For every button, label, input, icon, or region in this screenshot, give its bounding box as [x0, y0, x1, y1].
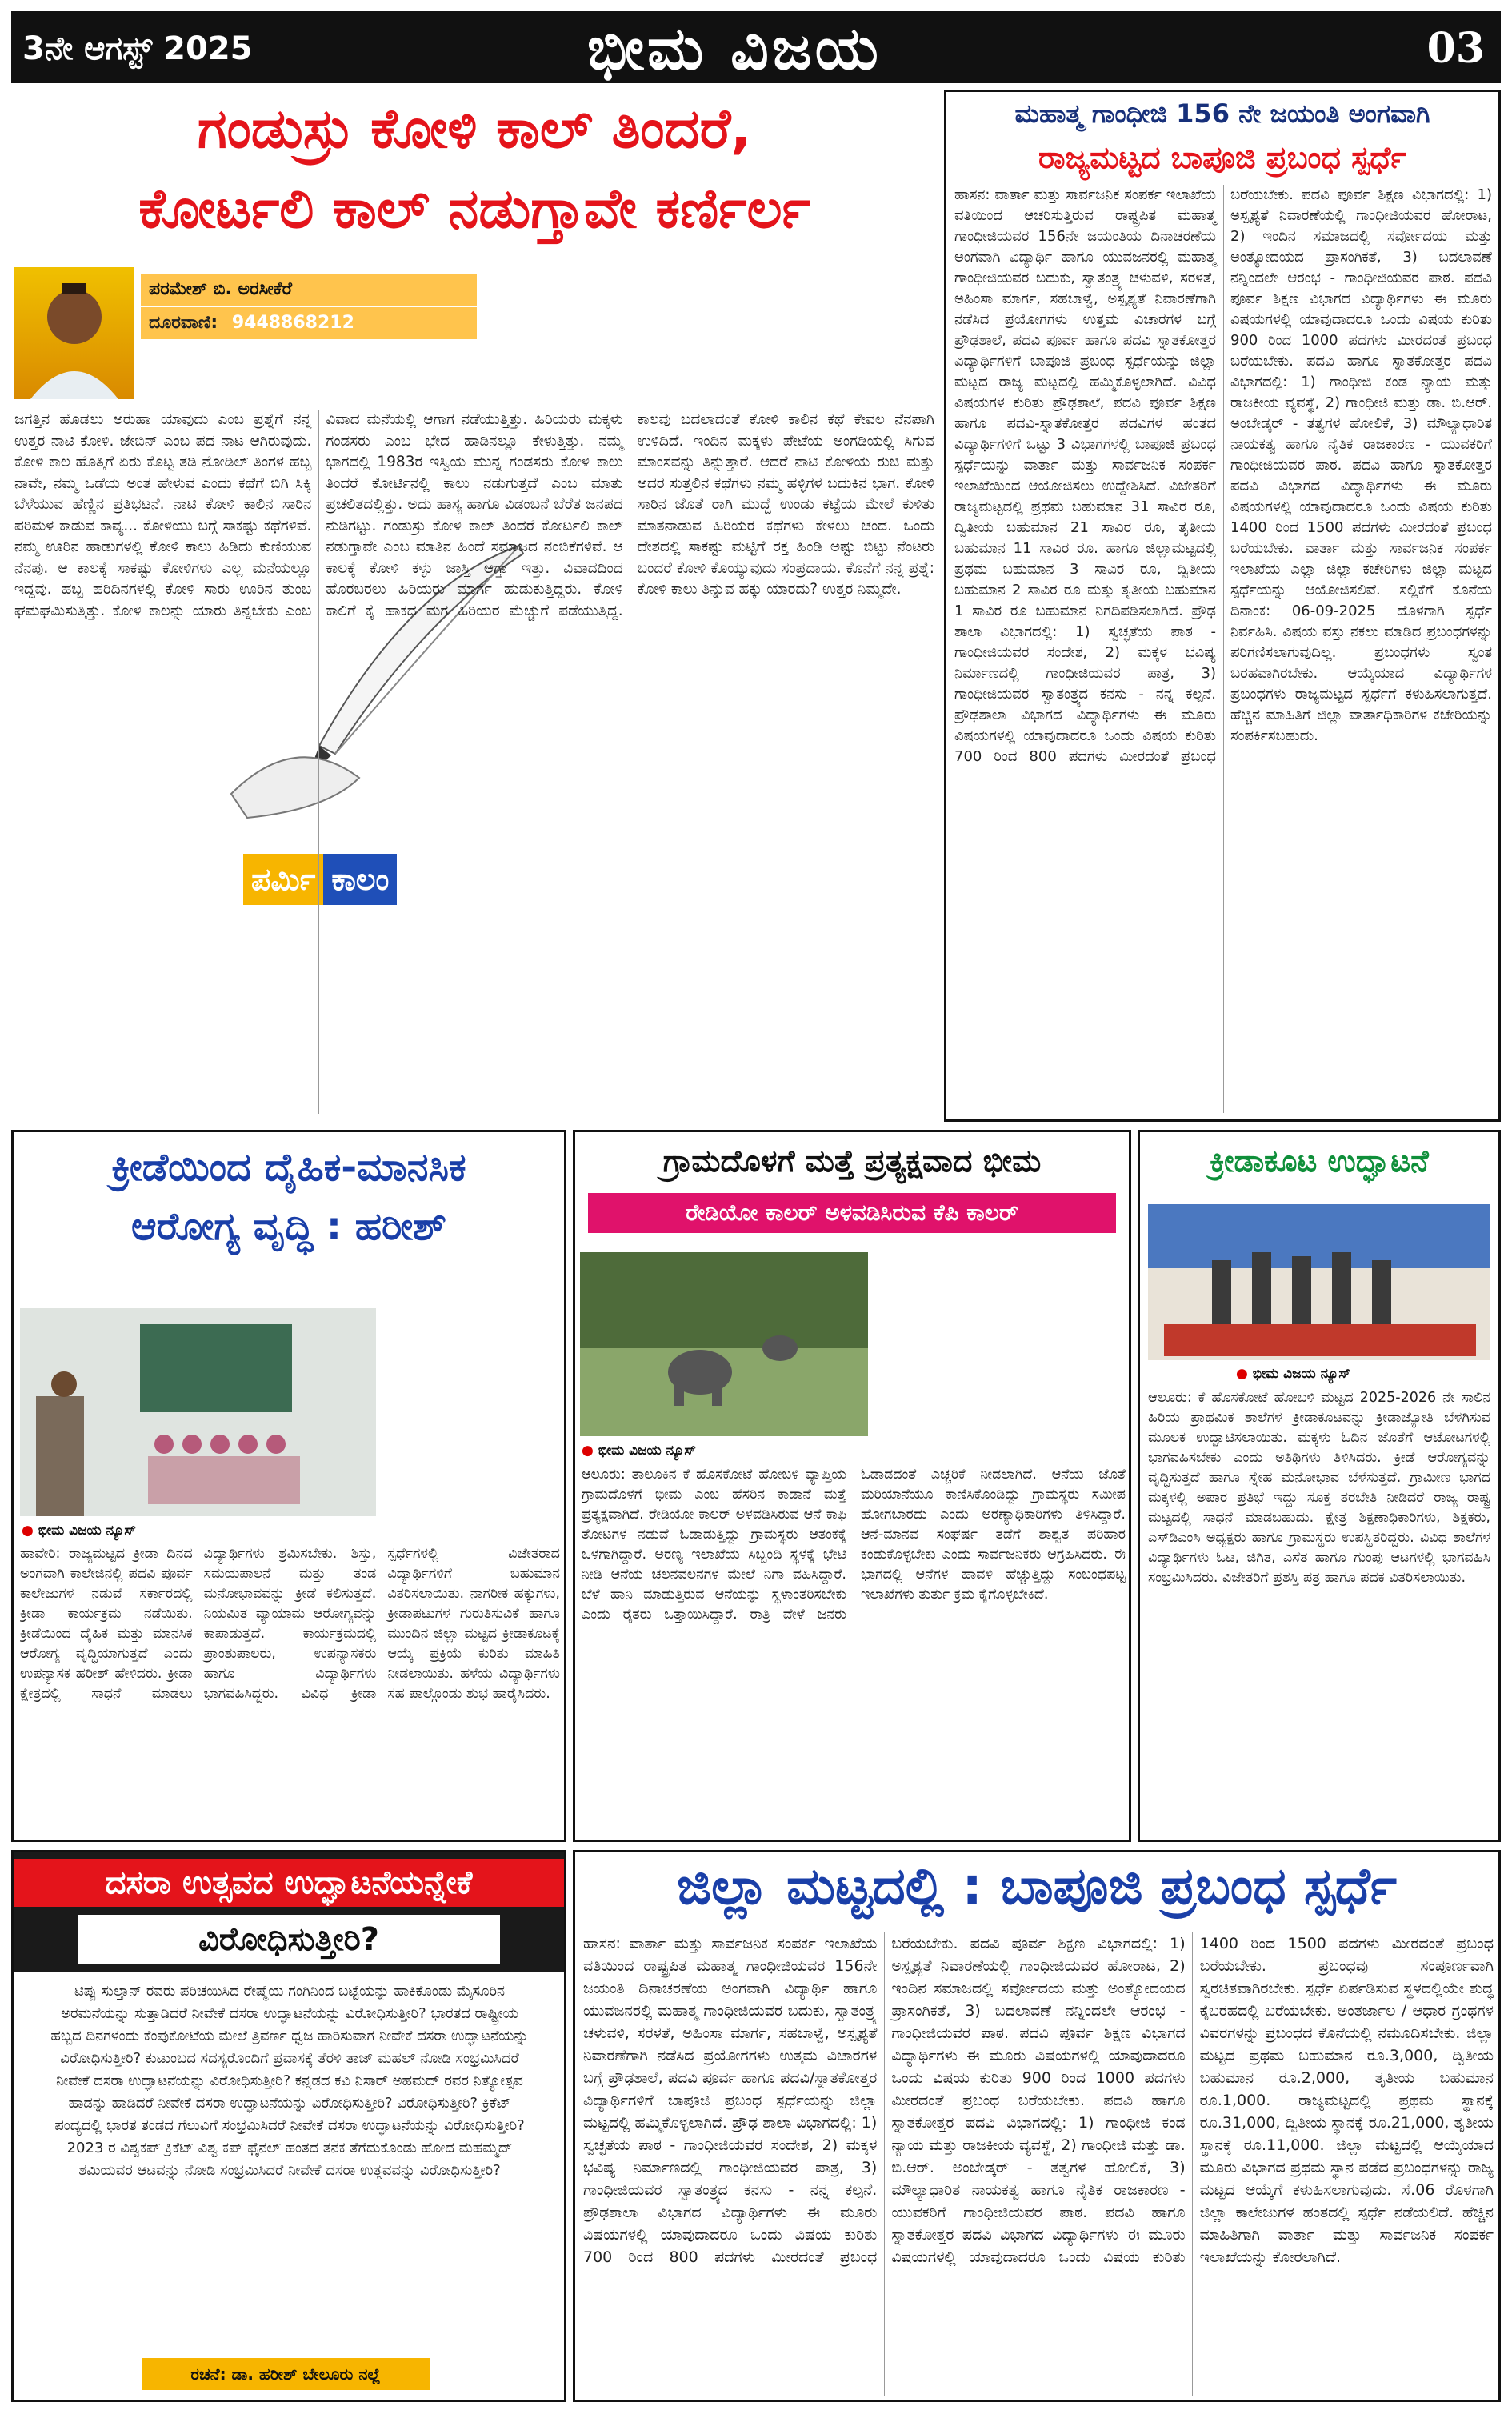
story6-byline: ರಚನೆ: ಡಾ. ಹರೀಶ್ ಬೇಲೂರು ನಲ್ಲೆ: [142, 2358, 430, 2390]
story6-headline-line1: ದಸರಾ ಉತ್ಸವದ ಉದ್ಘಾಟನೆಯನ್ನೇಕೆ: [14, 1859, 564, 1907]
story7-body: ಹಾಸನ: ವಾರ್ತಾ ಮತ್ತು ಸಾರ್ವಜನಿಕ ಸಂಪರ್ಕ ಇಲಾಖೆಯ ವತಿಯಿಂದ ರಾಷ್ಟ್ರಪಿತ ಮಹಾತ್ಮ ಗಾಂಧೀಜಿಯವರ 156ನೇ ಜಯಂತಿ ದಿನಾಚರಣೆಯ ಅಂಗವಾಗಿ ವಿದ್ಯಾರ್ಥಿ ಹಾಗೂ ಯುವಜನರಲ್ಲಿ ಮಹಾತ್ಮ ಗಾಂಧೀಜಿಯವರ ಬದುಕು, ಸ್ವಾತಂತ್ರ್ಯ ಚಳುವಳಿ, ಸರಳತೆ, ಅಹಿಂಸಾ ಮಾರ್ಗ, ಸಹಬಾಳ್ವೆ, ಅಸ್ಪೃಶ್ಯತೆ ನಿವಾರಣೆಗಾಗಿ ನಡೆಸಿದ ಪ್ರಯೋಗಗಳು ಉತ್ತಮ ವಿಚಾರಗಳ ಬಗ್ಗೆ ಪ್ರೌಢಶಾಲೆ, ಪದವಿ ಪೂರ್ವ ಹಾಗೂ ಪದವಿ/ಸ್ನಾತಕೋತ್ತರ ವಿದ್ಯಾರ್ಥಿಗಳಿಗೆ ಬಾಪೂಜಿ ಪ್ರಬಂಧ ಸ್ಪರ್ಧೆಯನ್ನು ಜಿಲ್ಲಾ ಮಟ್ಟದಲ್ಲಿ ಹಮ್ಮಿಕೊಳ್ಳಲಾಗಿದೆ. ಪ್ರೌಢ ಶಾಲಾ ವಿಭಾಗದಲ್ಲಿ: 1) ಸ್ವಚ್ಛತೆಯ ಪಾಠ - ಗಾಂಧೀಜಿಯವರ ಸಂದೇಶ, 2) ಮಕ್ಕಳ ಭವಿಷ್ಯ ನಿರ್ಮಾಣದಲ್ಲಿ ಗಾಂಧೀಜಿಯವರ ಪಾತ್ರ, 3) ಗಾಂಧೀಜಿಯವರ ಸ್ವಾತಂತ್ರ್ಯದ ಕನಸು - ನನ್ನ ಕಲ್ಪನೆ. ಪ್ರೌಢಶಾಲಾ ವಿಭಾಗದ ವಿದ್ಯಾರ್ಥಿಗಳು ಈ ಮೂರು ವಿಷಯಗಳಲ್ಲಿ ಯಾವುದಾದರೂ ಒಂದು ವಿಷಯ ಕುರಿತು 700 ರಿಂದ 800 ಪದಗಳು ಮೀರದಂತೆ ಪ್ರಬಂಧ ಬರೆಯಬೇಕು. ಪದವಿ ಪೂರ್ವ ಶಿಕ್ಷಣ ವಿಭಾಗದಲ್ಲಿ: 1) ಅಸ್ಪೃಶ್ಯತೆ ನಿವಾರಣೆಯಲ್ಲಿ ಗಾಂಧೀಜಿಯವರ ಹೋರಾಟ, 2) ಇಂದಿನ ಸಮಾಜದಲ್ಲಿ ಸರ್ವೋದಯ ಮತ್ತು ಅಂತ್ಯೋದಯದ ಪ್ರಾಸಂಗಿಕತೆ, 3) ಬದಲಾವಣೆ ನನ್ನಿಂದಲೇ ಆರಂಭ - ಗಾಂಧೀಜಿಯವರ ಪಾಠ. ಪದವಿ ಪೂರ್ವ ಶಿಕ್ಷಣ ವಿಭಾಗದ ವಿದ್ಯಾರ್ಥಿಗಳು ಈ ಮೂರು ವಿಷಯಗಳಲ್ಲಿ ಯಾವುದಾದರೂ ಒಂದು ವಿಷಯ ಕುರಿತು 900 ರಿಂದ 1000 ಪದಗಳು ಮೀರದಂತೆ ಪ್ರಬಂಧ ಬರೆಯಬೇಕು. ಪದವಿ ಹಾಗೂ ಸ್ನಾತಕೋತ್ತರ ಪದವಿ ವಿಭಾಗದಲ್ಲಿ: 1) ಗಾಂಧೀಜಿ ಕಂಡ ನ್ಯಾಯ ಮತ್ತು ರಾಜಕೀಯ ವ್ಯವಸ್ಥೆ, 2) ಗಾಂಧೀಜಿ ಮತ್ತು ಡಾ. ಬಿ.ಆರ್. ಅಂಬೇಡ್ಕರ್ - ತತ್ವಗಳ ಹೋಲಿಕೆ, 3) ಮೌಲ್ಯಾಧಾರಿತ ನಾಯಕತ್ವ ಹಾಗೂ ನೈತಿಕ ರಾಜಕಾರಣ - ಯುವಕರಿಗೆ ಗಾಂಧೀಜಿಯವರ ಪಾಠ. ಪದವಿ ಹಾಗೂ ಸ್ನಾತಕೋತ್ತರ ಪದವಿ ವಿಭಾಗದ ವಿದ್ಯಾರ್ಥಿಗಳು ಈ ಮೂರು ವಿಷಯಗಳಲ್ಲಿ ಯಾವುದಾದರೂ ಒಂದು ವಿಷಯ ಕುರಿತು 1400 ರಿಂದ 1500 ಪದಗಳು ಮೀರದಂತೆ ಪ್ರಬಂಧ ಬರೆಯಬೇಕು. ಪ್ರಬಂಧವು ಸಂಪೂರ್ಣವಾಗಿ ಸ್ವರಚಿತವಾಗಿರಬೇಕು. ಸ್ಪರ್ಧೆ ಏರ್ಪಡಿಸುವ ಸ್ಥಳದಲ್ಲಿಯೇ ಶುದ್ಧ ಕೈಬರಹದಲ್ಲಿ ಬರೆಯಬೇಕು. ಅಂತರ್ಜಾಲ / ಆಧಾರ ಗ್ರಂಥಗಳ ವಿವರಗಳನ್ನು ಪ್ರಬಂಧದ ಕೊನೆಯಲ್ಲಿ ನಮೂದಿಸಬೇಕು. ಜಿಲ್ಲಾ ಮಟ್ಟದ ಪ್ರಥಮ ಬಹುಮಾನ ರೂ.3,000, ದ್ವಿತೀಯ ಬಹುಮಾನ ರೂ.2,000, ತೃತೀಯ ಬಹುಮಾನ ರೂ.1,000. ರಾಜ್ಯಮಟ್ಟದಲ್ಲಿ ಪ್ರಥಮ ಸ್ಥಾನಕ್ಕೆ ರೂ.31,000, ದ್ವಿತೀಯ ಸ್ಥಾನಕ್ಕೆ ರೂ.21,000, ತೃತೀಯ ಸ್ಥಾನಕ್ಕೆ ರೂ.11,000. ಜಿಲ್ಲಾ ಮಟ್ಟದಲ್ಲಿ ಆಯ್ಕೆಯಾದ ಮೂರು ವಿಭಾಗದ ಪ್ರಥಮ ಸ್ಥಾನ ಪಡೆದ ಪ್ರಬಂಧಗಳನ್ನು ರಾಜ್ಯ ಮಟ್ಟದ ಆಯ್ಕೆಗೆ ಕಳುಹಿಸಲಾಗುವುದು. ಸೆ.06 ರೊಳಗಾಗಿ ಜಿಲ್ಲಾ ಕಾಲೇಜುಗಳ ಹಂತದಲ್ಲಿ ಸ್ಪರ್ಧೆ ನಡೆಯಲಿದೆ. ಹೆಚ್ಚಿನ ಮಾಹಿತಿಗಾಗಿ ವಾರ್ತಾ ಮತ್ತು ಸಾರ್ವಜನಿಕ ಸಂಪರ್ಕ ಇಲಾಖೆಯನ್ನು ಕೋರಲಾಗಿದೆ.: [583, 1935, 1494, 2266]
story-gandhi-essay: [944, 90, 1501, 1122]
author-name-bar: [141, 274, 477, 306]
story1-headline-line2: ಕೋರ್ಟಲಿ ಕಾಲ್ ನಡುಗ್ತಾವೇ ಕರ್ಣಿರ್ಲ: [138, 178, 810, 241]
story4-photo-caption: ● ಭೀಮ ವಿಜಯ ನ್ಯೂಸ್: [582, 1443, 696, 1459]
story-sports-meet: [1138, 1130, 1501, 1842]
newspaper-logo: ಭೀಮ ವಿಜಯ: [587, 14, 882, 83]
story4-body: ಆಲೂರು: ತಾಲೂಕಿನ ಕೆ ಹೊಸಕೋಟೆ ಹೋಬಳಿ ವ್ಯಾಪ್ತಿಯ ಗ್ರಾಮದೊಳಗೆ ಭೀಮ ಎಂಬ ಹೆಸರಿನ ಕಾಡಾನೆ ಮತ್ತೆ ಪ್ರತ್ಯಕ್ಷವಾಗಿದೆ. ರೇಡಿಯೋ ಕಾಲರ್ ಅಳವಡಿಸಿರುವ ಆನೆ ಕಾಫಿ ತೋಟಗಳ ನಡುವೆ ಓಡಾಡುತ್ತಿದ್ದು ಗ್ರಾಮಸ್ಥರು ಆತಂಕಕ್ಕೆ ಒಳಗಾಗಿದ್ದಾರೆ. ಅರಣ್ಯ ಇಲಾಖೆಯ ಸಿಬ್ಬಂದಿ ಸ್ಥಳಕ್ಕೆ ಭೇಟಿ ನೀಡಿ ಆನೆಯ ಚಲನವಲನಗಳ ಮೇಲೆ ನಿಗಾ ವಹಿಸಿದ್ದಾರೆ. ಬೆಳೆ ಹಾನಿ ಮಾಡುತ್ತಿರುವ ಆನೆಯನ್ನು ಸ್ಥಳಾಂತರಿಸಬೇಕು ಎಂದು ರೈತರು ಒತ್ತಾಯಿಸಿದ್ದಾರೆ. ರಾತ್ರಿ ವೇಳೆ ಜನರು ಓಡಾಡದಂತೆ ಎಚ್ಚರಿಕೆ ನೀಡಲಾಗಿದೆ. ಆನೆಯ ಜೊತೆ ಮರಿಯಾನೆಯೂ ಕಾಣಿಸಿಕೊಂಡಿದ್ದು ಗ್ರಾಮಸ್ಥರು ಸಮೀಪ ಹೋಗಬಾರದು ಎಂದು ಅರಣ್ಯಾಧಿಕಾರಿಗಳು ತಿಳಿಸಿದ್ದಾರೆ. ಆನೆ-ಮಾನವ ಸಂಘರ್ಷ ತಡೆಗೆ ಶಾಶ್ವತ ಪರಿಹಾರ ಕಂಡುಕೊಳ್ಳಬೇಕು ಎಂದು ಸಾರ್ವಜನಿಕರು ಆಗ್ರಹಿಸಿದರು. ಈ ಭಾಗದಲ್ಲಿ ಆನೆಗಳ ಹಾವಳಿ ಹೆಚ್ಚುತ್ತಿದ್ದು ಸಂಬಂಧಪಟ್ಟ ಇಲಾಖೆಗಳು ತುರ್ತು ಕ್ರಮ ಕೈಗೊಳ್ಳಬೇಕಿದೆ.: [582, 1467, 1126, 1623]
story5-headline: ಕ್ರೀಡಾಕೂಟ ಉದ್ಘಾಟನೆ: [1210, 1143, 1429, 1179]
story3-body-left: ಹಾವೇರಿ: ರಾಜ್ಯಮಟ್ಟದ ಕ್ರೀಡಾ ದಿನದ ಅಂಗವಾಗಿ ಕಾಲೇಜಿನಲ್ಲಿ ಪದವಿ ಪೂರ್ವ ಕಾಲೇಜುಗಳ ನಡುವೆ ಸರ್ಕಾರದಲ್ಲಿ ಕ್ರೀಡಾ ಕಾರ್ಯಕ್ರಮ ನಡೆಯಿತು. ಕ್ರೀಡೆಯಿಂದ ದೈಹಿಕ ಮತ್ತು ಮಾನಸಿಕ ಆರೋಗ್ಯ ವೃದ್ಧಿಯಾಗುತ್ತದೆ ಎಂದು ಉಪನ್ಯಾಸಕ ಹರೀಶ್ ಹೇಳಿದರು. ಕ್ರೀಡಾ ಕ್ಷೇತ್ರದಲ್ಲಿ ಸಾಧನೆ ಮಾಡಲು ವಿದ್ಯಾರ್ಥಿಗಳು ಶ್ರಮಿಸಬೇಕು. ಶಿಸ್ತು, ಸಮಯಪಾಲನೆ ಮತ್ತು ತಂಡ ಮನೋಭಾವವನ್ನು ಕ್ರೀಡೆ ಕಲಿಸುತ್ತದೆ. ನಿಯಮಿತ ವ್ಯಾಯಾಮ ಆರೋಗ್ಯವನ್ನು ಕಾಪಾಡುತ್ತದೆ. ಕಾರ್ಯಕ್ರಮದಲ್ಲಿ ಪ್ರಾಂಶುಪಾಲರು, ಉಪನ್ಯಾಸಕರು ಹಾಗೂ ವಿದ್ಯಾರ್ಥಿಗಳು ಭಾಗವಹಿಸಿದ್ದರು. ವಿವಿಧ ಕ್ರೀಡಾ ಸ್ಪರ್ಧೆಗಳಲ್ಲಿ ವಿಜೇತರಾದ ವಿದ್ಯಾರ್ಥಿಗಳಿಗೆ ಬಹುಮಾನ ವಿತರಿಸಲಾಯಿತು. ನಾಗರೀಕ ಹಕ್ಕುಗಳು, ಕ್ರೀಡಾಪಟುಗಳ ಗುರುತಿಸುವಿಕೆ ಹಾಗೂ ಮುಂದಿನ ಜಿಲ್ಲಾ ಮಟ್ಟದ ಕ್ರೀಡಾಕೂಟಕ್ಕೆ ಆಯ್ಕೆ ಪ್ರಕ್ರಿಯೆ ಕುರಿತು ಮಾಹಿತಿ ನೀಡಲಾಯಿತು. ಹಳೆಯ ವಿದ್ಯಾರ್ಥಿಗಳು ಸಹ ಪಾಲ್ಗೊಂಡು ಶುಭ ಹಾರೈಸಿದರು.: [20, 1546, 560, 1702]
author-phone-bar: [141, 307, 477, 339]
masthead: [11, 11, 1501, 83]
story2-headline-line2: ರಾಜ್ಯಮಟ್ಟದ ಬಾಪೂಜಿ ಪ್ರಬಂಧ ಸ್ಪರ್ಧೆ: [1038, 140, 1407, 175]
story-dasara: [11, 1850, 566, 2402]
story2-headline-line1: ಮಹಾತ್ಮ ಗಾಂಧೀಜಿ 156 ನೇ ಜಯಂತಿ ಅಂಗವಾಗಿ: [1014, 98, 1430, 129]
story-elephant: [573, 1130, 1131, 1842]
story3-headline-line2: ಆರೋಗ್ಯ ವೃದ್ಧಿ : ಹರೀಶ್: [130, 1204, 447, 1249]
story4-subheadline: ರೇಡಿಯೋ ಕಾಲರ್ ಅಳವಡಿಸಿರುವ ಕೆಪಿ ಕಾಲರ್: [588, 1193, 1116, 1233]
author-photo: [14, 267, 134, 399]
elephant-photo: [580, 1252, 868, 1436]
phone-number: 9448868212: [231, 313, 354, 333]
story7-headline: ಜಿಲ್ಲಾ ಮಟ್ಟದಲ್ಲಿ : ಬಾಪೂಜಿ ಪ್ರಬಂಧ ಸ್ಪರ್ಧೆ: [677, 1857, 1397, 1916]
sports-meet-photo: [1148, 1204, 1490, 1360]
story3-headline-line1: ಕ್ರೀಡೆಯಿಂದ ದೈಹಿಕ-ಮಾನಸಿಕ: [111, 1145, 466, 1190]
column-badge-part-b: ಕಾಲಂ: [323, 854, 397, 905]
sports-event-photo: [20, 1308, 376, 1516]
story1-headline-line1: ಗಂಡುಸ್ರು ಕೋಳಿ ಕಾಲ್ ತಿಂದರೆ,: [197, 98, 752, 161]
issue-date: 3ನೇ ಆಗಸ್ಟ್ 2025: [22, 30, 253, 67]
story3-photo-caption: ● ಭೀಮ ವಿಜಯ ನ್ಯೂಸ್: [22, 1523, 136, 1539]
story-district-essay: [573, 1850, 1501, 2402]
story1-body: ಜಗತ್ತಿನ ಹೊಡಲು ಅರುಹಾ ಯಾವುದು ಎಂಬ ಪ್ರಶ್ನೆಗೆ ನನ್ನ ಉತ್ತರ ನಾಟಿ ಕೋಳಿ. ಜೇಬಿನ್ ಎಂಬ ಪದ ನಾಟ ಆಗಿರುವುದು. ಕೋಳಿ ಕಾಲ ಹೊತ್ತಿಗೆ ಏರು ಕೊಟ್ಟ ತಡಿ ನೋಡಿಲ್ ತಿಂಗಳ ಹಬ್ಬ ನಾವೇ, ನಮ್ಮ ಒಡೆಯ ಅಂತ ಹೇಳುವ ಎಂದು ಕಥೆಗೆ ಬಿಗಿ ಸಿಕ್ಕಿ ಬೆಳೆಯುವ ಹೆಣ್ಣಿನ ಪ್ರತಿಭಟನೆ. ನಾಟಿ ಕೋಳಿ ಕಾಲಿನ ಸಾರಿನ ಪರಿಮಳ ಕಾಡುವ ಕಾವ್ಯ... ಕೋಳಿಯು ಬಗ್ಗೆ ಸಾಕಷ್ಟು ಕಥೆಗಳಿವೆ. ನಮ್ಮ ಊರಿನ ಹಾಡುಗಳಲ್ಲಿ ಕೋಳಿ ಕಾಲು ಹಿಡಿದು ಕುಣಿಯುವ ನೆನಪು. ಆ ಕಾಲಕ್ಕೆ ಸಾಕಷ್ಟು ಕೋಳಿಗಳು ಎಲ್ಲ ಮನೆಯಲ್ಲೂ ಇದ್ದವು. ಹಬ್ಬ ಹರಿದಿನಗಳಲ್ಲಿ ಕೋಳಿ ಸಾರು ಊರಿನ ತುಂಬ ಘಮಘಮಿಸುತ್ತಿತ್ತು. ಕೋಳಿ ಕಾಲನ್ನು ಯಾರು ತಿನ್ನಬೇಕು ಎಂಬ ವಿವಾದ ಮನೆಯಲ್ಲಿ ಆಗಾಗ ನಡೆಯುತ್ತಿತ್ತು. ಹಿರಿಯರು ಮಕ್ಕಳು ಗಂಡಸರು ಎಂಬ ಭೇದ ಹಾಡಿನಲ್ಲೂ ಕೇಳುತ್ತಿತ್ತು. ನಮ್ಮ ಭಾಗದಲ್ಲಿ 1983ರ ಇಸ್ವಿಯ ಮುನ್ನ ಗಂಡಸರು ಕೋಳಿ ಕಾಲು ತಿಂದರೆ ಕೋರ್ಟಿನಲ್ಲಿ ಕಾಲು ನಡುಗುತ್ತದೆ ಎಂಬ ಮಾತು ಪ್ರಚಲಿತದಲ್ಲಿತ್ತು. ಅದು ಹಾಸ್ಯ ಹಾಗೂ ವಿಡಂಬನೆ ಬೆರೆತ ಜನಪದ ನುಡಿಗಟ್ಟು. ಗಂಡುಸ್ರು ಕೋಳಿ ಕಾಲ್ ತಿಂದರೆ ಕೋರ್ಟಲಿ ಕಾಲ್ ನಡುಗ್ತಾವೇ ಎಂಬ ಮಾತಿನ ಹಿಂದೆ ಸಮಾಜದ ನಂಬಿಕೆಗಳಿವೆ. ಆ ಕಾಲಕ್ಕೆ ಕೋಳಿ ಕಳ್ಳು ಜಾಸ್ತಿ ಆಗ್ತಾ ಇತ್ತು. ವಿವಾದದಿಂದ ಹೊರಬರಲು ಹಿರಿಯರು ಮಾರ್ಗ ಹುಡುಕುತ್ತಿದ್ದರು. ಕೋಳಿ ಕಾಲಿಗೆ ಕೈ ಹಾಕದ ಮಗ ಹಿರಿಯರ ಮೆಚ್ಚುಗೆ ಪಡೆಯುತ್ತಿದ್ದ. ಕಾಲವು ಬದಲಾದಂತೆ ಕೋಳಿ ಕಾಲಿನ ಕಥೆ ಕೇವಲ ನೆನಪಾಗಿ ಉಳಿದಿದೆ. ಇಂದಿನ ಮಕ್ಕಳು ಪೇಟೆಯ ಅಂಗಡಿಯಲ್ಲಿ ಸಿಗುವ ಮಾಂಸವನ್ನು ತಿನ್ನುತ್ತಾರೆ. ಆದರೆ ನಾಟಿ ಕೋಳಿಯ ರುಚಿ ಮತ್ತು ಅದರ ಸುತ್ತಲಿನ ಕಥೆಗಳು ನಮ್ಮ ಹಳ್ಳಿಗಳ ಬದುಕಿನ ಭಾಗ. ಕೋಳಿ ಸಾರಿನ ಜೊತೆ ರಾಗಿ ಮುದ್ದೆ ಉಂಡು ಕಟ್ಟೆಯ ಮೇಲೆ ಕುಳಿತು ಮಾತನಾಡುವ ಹಿರಿಯರ ಕಥೆಗಳು ಕೇಳಲು ಚಂದ. ಒಂದು ದೇಶದಲ್ಲಿ ಸಾಕಷ್ಟು ಮಟ್ಟಿಗೆ ರಕ್ತ ಹಿಂಡಿ ಅಷ್ಟು ಬಿಟ್ಟು ನೆಂಟರು ಬಂದರೆ ಕೋಳಿ ಕೊಯ್ಯುವುದು ಸಂಪ್ರದಾಯ. ಕೊನೆಗೆ ನನ್ನ ಪ್ರಶ್ನೆ: ಕೋಳಿ ಕಾಲು ತಿನ್ನುವ ಹಕ್ಕು ಯಾರದು? ಉತ್ತರ ನಿಮ್ಮದೇ.: [14, 411, 934, 619]
story-sports-health: [11, 1130, 566, 1842]
story6-headline-line2: ವಿರೋಧಿಸುತ್ತೀರಿ?: [78, 1915, 500, 1964]
story-column-article: [11, 90, 938, 1122]
story5-photo-caption: ● ಭೀಮ ವಿಜಯ ನ್ಯೂಸ್: [1236, 1366, 1350, 1382]
page-number: 03: [1426, 24, 1485, 73]
column-badge-part-a: ಪರ್ಮಿ: [243, 854, 323, 905]
story6-body: ಟಿಪ್ಪು ಸುಲ್ತಾನ್ ರವರು ಪರಿಚಯಿಸಿದ ರೇಷ್ಮೆಯ ಗಂಗಿನಿಂದ ಬಟ್ಟೆಯನ್ನು ಹಾಕಿಕೊಂಡು ಮೈಸೂರಿನ ಅರಮನೆಯನ್ನು ಸುತ್ತಾಡಿದರೆ ನೀವೇಕೆ ದಸರಾ ಉದ್ಘಾಟನೆಯನ್ನು ವಿರೋಧಿಸುತ್ತೀರಿ? ಭಾರತದ ರಾಷ್ಟ್ರೀಯ ಹಬ್ಬದ ದಿನಗಳಂದು ಕೆಂಪುಕೋಟೆಯ ಮೇಲೆ ತ್ರಿವರ್ಣ ಧ್ವಜ ಹಾರಿಸುವಾಗ ನೀವೇಕೆ ದಸರಾ ಉದ್ಘಾಟನೆಯನ್ನು ವಿರೋಧಿಸುತ್ತೀರಿ? ಕುಟುಂಬದ ಸದಸ್ಯರೊಂದಿಗೆ ಪ್ರವಾಸಕ್ಕೆ ತೆರಳಿ ತಾಜ್ ಮಹಲ್ ನೋಡಿ ಸಂಭ್ರಮಿಸಿದರೆ ನೀವೇಕೆ ದಸರಾ ಉದ್ಘಾಟನೆಯನ್ನು ವಿರೋಧಿಸುತ್ತೀರಿ? ಕನ್ನಡದ ಕವಿ ನಿಸಾರ್ ಅಹಮದ್ ರವರ ನಿತ್ಯೋತ್ಸವ ಹಾಡನ್ನು ಹಾಡಿದರೆ ನೀವೇಕೆ ದಸರಾ ಉದ್ಘಾಟನೆಯನ್ನು ವಿರೋಧಿಸುತ್ತೀರಿ? ವಿರೋಧಿಸುತ್ತೀರಿ? ಕ್ರಿಕೆಟ್ ಪಂದ್ಯದಲ್ಲಿ ಭಾರತ ತಂಡದ ಗೆಲುವಿಗೆ ಸಂಭ್ರಮಿಸಿದರೆ ನೀವೇಕೆ ದಸರಾ ಉದ್ಘಾಟನೆಯನ್ನು ವಿರೋಧಿಸುತ್ತೀರಿ? 2023 ರ ವಿಶ್ವಕಪ್ ಕ್ರಿಕೆಟ್ ವಿಶ್ವ ಕಪ್ ಫೈನಲ್ ಹಂತದ ತನಕ ತೆಗೆದುಕೊಂಡು ಹೋದ ಮಹಮ್ಮದ್ ಶಮಿಯವರ ಆಟವನ್ನು ನೋಡಿ ಸಂಭ್ರಮಿಸಿದರೆ ನೀವೇಕೆ ದಸರಾ ಉತ್ಸವವನ್ನು ವಿರೋಧಿಸುತ್ತೀರಿ?: [50, 1983, 529, 2179]
story2-body: ಹಾಸನ: ವಾರ್ತಾ ಮತ್ತು ಸಾರ್ವಜನಿಕ ಸಂಪರ್ಕ ಇಲಾಖೆಯ ವತಿಯಿಂದ ಆಚರಿಸುತ್ತಿರುವ ರಾಷ್ಟ್ರಪಿತ ಮಹಾತ್ಮ ಗಾಂಧೀಜಿಯವರ 156ನೇ ಜಯಂತಿಯ ದಿನಾಚರಣೆಯ ಅಂಗವಾಗಿ ವಿದ್ಯಾರ್ಥಿ ಹಾಗೂ ಯುವಜನರಲ್ಲಿ ಮಹಾತ್ಮ ಗಾಂಧೀಜಿಯವರ ಬದುಕು, ಸ್ವಾತಂತ್ರ್ಯ ಚಳುವಳಿ, ಸರಳತೆ, ಅಹಿಂಸಾ ಮಾರ್ಗ, ಸಹಬಾಳ್ವೆ, ಅಸ್ಪೃಶ್ಯತೆ ನಿವಾರಣೆಗಾಗಿ ನಡೆಸಿದ ಪ್ರಯೋಗಗಳು ಉತ್ತಮ ವಿಚಾರಗಳ ಬಗ್ಗೆ ಪ್ರೌಢಶಾಲೆ, ಪದವಿ ಪೂರ್ವ ಹಾಗೂ ಪದವಿ ಸ್ನಾತಕೋತ್ತರ ವಿದ್ಯಾರ್ಥಿಗಳಿಗೆ ಬಾಪೂಜಿ ಪ್ರಬಂಧ ಸ್ಪರ್ಧೆಯನ್ನು ಜಿಲ್ಲಾ ಮಟ್ಟದ ರಾಜ್ಯ ಮಟ್ಟದಲ್ಲಿ ಹಮ್ಮಿಕೊಳ್ಳಲಾಗಿದೆ. ವಿವಿಧ ವಿಷಯಗಳ ಕುರಿತು ಪ್ರೌಢಶಾಲೆ, ಪದವಿ ಪೂರ್ವ ಶಿಕ್ಷಣ ಹಾಗೂ ಪದವಿ-ಸ್ನಾತಕೋತ್ತರ ಪದವಿಗಳ ಹಂತದ ವಿದ್ಯಾರ್ಥಿಗಳಿಗೆ ಒಟ್ಟು 3 ವಿಭಾಗಗಳಲ್ಲಿ ಬಾಪೂಜಿ ಪ್ರಬಂಧ ಸ್ಪರ್ಧೆಯನ್ನು ವಾರ್ತಾ ಮತ್ತು ಸಾರ್ವಜನಿಕ ಸಂಪರ್ಕ ಇಲಾಖೆಯಿಂದ ಆಯೋಜಿಸಲು ಉದ್ದೇಶಿಸಿದೆ. ವಿಜೇತರಿಗೆ ರಾಜ್ಯಮಟ್ಟದಲ್ಲಿ ಪ್ರಥಮ ಬಹುಮಾನ 31 ಸಾವಿರ ರೂ, ದ್ವಿತೀಯ ಬಹುಮಾನ 21 ಸಾವಿರ ರೂ, ತೃತೀಯ ಬಹುಮಾನ 11 ಸಾವಿರ ರೂ. ಹಾಗೂ ಜಿಲ್ಲಾಮಟ್ಟದಲ್ಲಿ ಪ್ರಥಮ ಬಹುಮಾನ 3 ಸಾವಿರ ರೂ, ದ್ವಿತೀಯ ಬಹುಮಾನ 2 ಸಾವಿರ ರೂ ಮತ್ತು ತೃತೀಯ ಬಹುಮಾನ 1 ಸಾವಿರ ರೂ ಬಹುಮಾನ ನಿಗದಿಪಡಿಸಲಾಗಿದೆ. ಪ್ರೌಢ ಶಾಲಾ ವಿಭಾಗದಲ್ಲಿ: 1) ಸ್ವಚ್ಛತೆಯ ಪಾಠ - ಗಾಂಧೀಜಿಯವರ ಸಂದೇಶ, 2) ಮಕ್ಕಳ ಭವಿಷ್ಯ ನಿರ್ಮಾಣದಲ್ಲಿ ಗಾಂಧೀಜಿಯವರ ಪಾತ್ರ, 3) ಗಾಂಧೀಜಿಯವರ ಸ್ವಾತಂತ್ರ್ಯದ ಕನಸು - ನನ್ನ ಕಲ್ಪನೆ. ಪ್ರೌಢಶಾಲಾ ವಿಭಾಗದ ವಿದ್ಯಾರ್ಥಿಗಳು ಈ ಮೂರು ವಿಷಯಗಳಲ್ಲಿ ಯಾವುದಾದರೂ ಒಂದು ವಿಷಯ ಕುರಿತು 700 ರಿಂದ 800 ಪದಗಳು ಮೀರದಂತೆ ಪ್ರಬಂಧ ಬರೆಯಬೇಕು. ಪದವಿ ಪೂರ್ವ ಶಿಕ್ಷಣ ವಿಭಾಗದಲ್ಲಿ: 1) ಅಸ್ಪೃಶ್ಯತೆ ನಿವಾರಣೆಯಲ್ಲಿ ಗಾಂಧೀಜಿಯವರ ಹೋರಾಟ, 2) ಇಂದಿನ ಸಮಾಜದಲ್ಲಿ ಸರ್ವೋದಯ ಮತ್ತು ಅಂತ್ಯೋದಯದ ಪ್ರಾಸಂಗಿಕತೆ, 3) ಬದಲಾವಣೆ ನನ್ನಿಂದಲೇ ಆರಂಭ - ಗಾಂಧೀಜಿಯವರ ಪಾಠ. ಪದವಿ ಪೂರ್ವ ಶಿಕ್ಷಣ ವಿಭಾಗದ ವಿದ್ಯಾರ್ಥಿಗಳು ಈ ಮೂರು ವಿಷಯಗಳಲ್ಲಿ ಯಾವುದಾದರೂ ಒಂದು ವಿಷಯ ಕುರಿತು 900 ರಿಂದ 1000 ಪದಗಳು ಮೀರದಂತೆ ಪ್ರಬಂಧ ಬರೆಯಬೇಕು. ಪದವಿ ಹಾಗೂ ಸ್ನಾತಕೋತ್ತರ ಪದವಿ ವಿಭಾಗದಲ್ಲಿ: 1) ಗಾಂಧೀಜಿ ಕಂಡ ನ್ಯಾಯ ಮತ್ತು ರಾಜಕೀಯ ವ್ಯವಸ್ಥೆ, 2) ಗಾಂಧೀಜಿ ಮತ್ತು ಡಾ. ಬಿ.ಆರ್. ಅಂಬೇಡ್ಕರ್ - ತತ್ವಗಳ ಹೋಲಿಕೆ, 3) ಮೌಲ್ಯಾಧಾರಿತ ನಾಯಕತ್ವ ಹಾಗೂ ನೈತಿಕ ರಾಜಕಾರಣ - ಯುವಕರಿಗೆ ಗಾಂಧೀಜಿಯವರ ಪಾಠ. ಪದವಿ ಹಾಗೂ ಸ್ನಾತಕೋತ್ತರ ಪದವಿ ವಿಭಾಗದ ವಿದ್ಯಾರ್ಥಿಗಳು ಈ ಮೂರು ವಿಷಯಗಳಲ್ಲಿ ಯಾವುದಾದರೂ ಒಂದು ವಿಷಯ ಕುರಿತು 1400 ರಿಂದ 1500 ಪದಗಳು ಮೀರದಂತೆ ಪ್ರಬಂಧ ಬರೆಯಬೇಕು. ವಾರ್ತಾ ಮತ್ತು ಸಾರ್ವಜನಿಕ ಸಂಪರ್ಕ ಇಲಾಖೆಯ ಎಲ್ಲಾ ಜಿಲ್ಲಾ ಕಚೇರಿಗಳು ಜಿಲ್ಲಾ ಮಟ್ಟದ ಸ್ಪರ್ಧೆಯನ್ನು ಆಯೋಜಿಸಲಿವೆ. ಸಲ್ಲಿಕೆಗೆ ಕೊನೆಯ ದಿನಾಂಕ: 06-09-2025 ದೊಳಗಾಗಿ ಸ್ಪರ್ಧೆ ನಿರ್ವಹಿಸಿ. ವಿಷಯ ವಸ್ತು ನಕಲು ಮಾಡಿದ ಪ್ರಬಂಧಗಳನ್ನು ಪರಿಗಣಿಸಲಾಗುವುದಿಲ್ಲ. ಪ್ರಬಂಧಗಳು ಸ್ವಂತ ಬರಹವಾಗಿರಬೇಕು. ಆಯ್ಕೆಯಾದ ವಿದ್ಯಾರ್ಥಿಗಳ ಪ್ರಬಂಧಗಳು ರಾಜ್ಯಮಟ್ಟದ ಸ್ಪರ್ಧೆಗೆ ಕಳುಹಿಸಲಾಗುತ್ತದೆ. ಹೆಚ್ಚಿನ ಮಾಹಿತಿಗೆ ಜಿಲ್ಲಾ ವಾರ್ತಾಧಿಕಾರಿಗಳ ಕಚೇರಿಯನ್ನು ಸಂಪರ್ಕಿಸಬಹುದು.: [954, 186, 1492, 765]
phone-label: ದೂರವಾಣಿ:: [149, 313, 218, 333]
story4-headline: ಗ್ರಾಮದೊಳಗೆ ಮತ್ತೆ ಪ್ರತ್ಯಕ್ಷವಾದ ಭೀಮ: [662, 1143, 1042, 1179]
story5-body: ಆಲೂರು: ಕೆ ಹೊಸಕೋಟೆ ಹೋಬಳಿ ಮಟ್ಟದ 2025-2026 ನೇ ಸಾಲಿನ ಹಿರಿಯ ಪ್ರಾಥಮಿಕ ಶಾಲೆಗಳ ಕ್ರೀಡಾಕೂಟವನ್ನು ಕ್ರೀಡಾಜ್ಯೋತಿ ಬೆಳಗಿಸುವ ಮೂಲಕ ಉದ್ಘಾಟಿಸಲಾಯಿತು. ಮಕ್ಕಳು ಓದಿನ ಜೊತೆಗೆ ಆಟೋಟಗಳಲ್ಲಿ ಭಾಗವಹಿಸಬೇಕು ಎಂದು ಅತಿಥಿಗಳು ತಿಳಿಸಿದರು. ಕ್ರೀಡೆ ಆರೋಗ್ಯವನ್ನು ವೃದ್ಧಿಸುತ್ತದೆ ಹಾಗೂ ಸ್ನೇಹ ಮನೋಭಾವ ಬೆಳೆಸುತ್ತದೆ. ಗ್ರಾಮೀಣ ಭಾಗದ ಮಕ್ಕಳಲ್ಲಿ ಅಪಾರ ಪ್ರತಿಭೆ ಇದ್ದು ಸೂಕ್ತ ತರಬೇತಿ ನೀಡಿದರೆ ರಾಜ್ಯ ರಾಷ್ಟ್ರ ಮಟ್ಟದಲ್ಲಿ ಸಾಧನೆ ಮಾಡಬಹುದು. ಕ್ಷೇತ್ರ ಶಿಕ್ಷಣಾಧಿಕಾರಿಗಳು, ಶಿಕ್ಷಕರು, ಎಸ್‌ಡಿಎಂಸಿ ಅಧ್ಯಕ್ಷರು ಹಾಗೂ ಗ್ರಾಮಸ್ಥರು ಉಪಸ್ಥಿತರಿದ್ದರು. ವಿವಿಧ ಶಾಲೆಗಳ ವಿದ್ಯಾರ್ಥಿಗಳು ಓಟ, ಜಿಗಿತ, ಎಸೆತ ಹಾಗೂ ಗುಂಪು ಆಟಗಳಲ್ಲಿ ಭಾಗವಹಿಸಿ ಸಂಭ್ರಮಿಸಿದರು. ವಿಜೇತರಿಗೆ ಪ್ರಶಸ್ತಿ ಪತ್ರ ಹಾಗೂ ಪದಕ ವಿತರಿಸಲಾಯಿತು.: [1148, 1390, 1490, 1586]
author-name: ಪರಮೇಶ್ ಬಿ. ಅರಸೀಕೆರೆ: [149, 279, 292, 299]
